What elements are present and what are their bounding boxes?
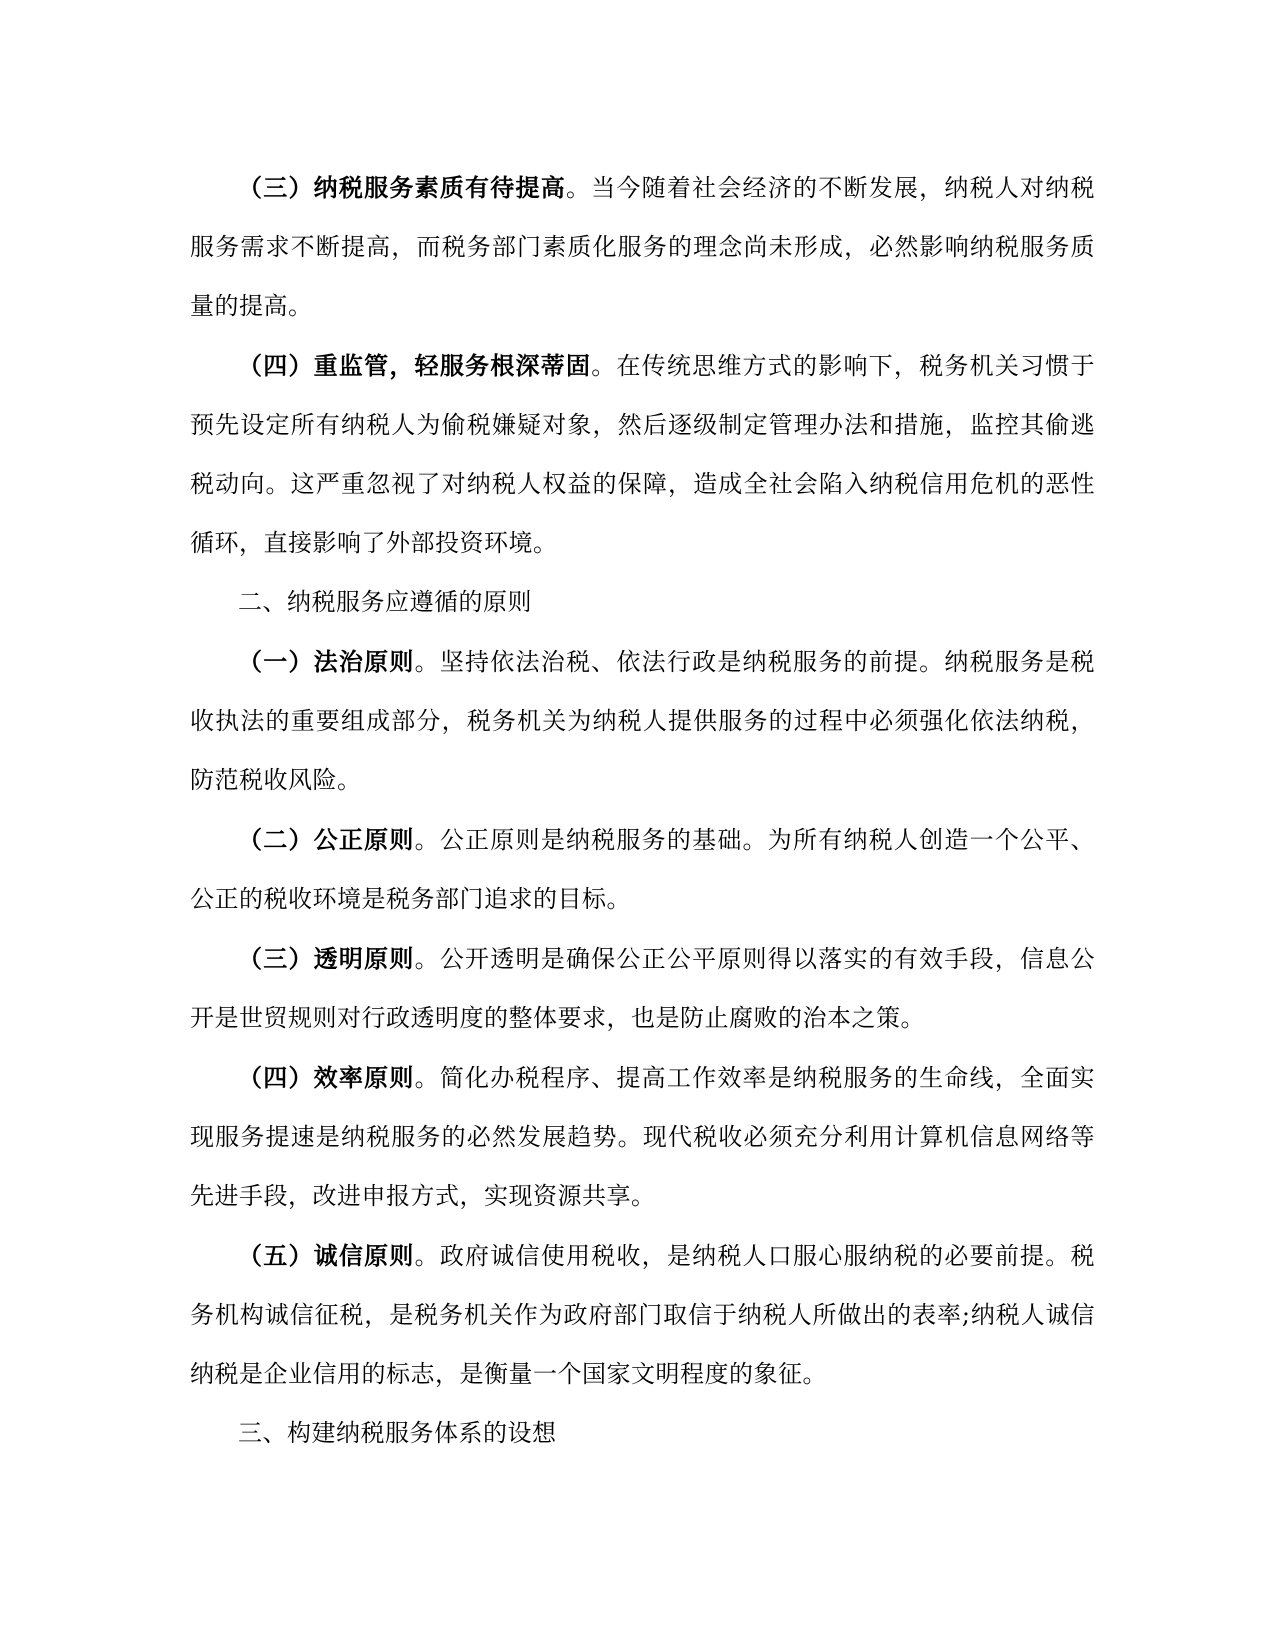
paragraph-supervision <box>190 336 1095 573</box>
paragraph-integrity <box>190 1226 1095 1404</box>
paragraph-text: 。公开透明是确保公正公平原则得以落实的有效手段，信息公开是世贸规则对行政透明度的整体要求，也是防止腐败的治本之策。 <box>190 945 1096 1032</box>
paragraph-heading: （一）法治原则 <box>238 647 415 676</box>
paragraph-heading: （五）诚信原则 <box>238 1241 415 1270</box>
section-heading-principles: 二、纳税服务应遵循的原则 <box>238 588 532 616</box>
paragraph-text: 。坚持依法治税、依法行政是纳税服务的前提。纳税服务是税收执法的重要组成部分，税务机关为纳税人提供服务的过程中必须强化依法纳税，防范税收风险。 <box>190 648 1096 794</box>
paragraph-text: 。简化办税程序、提高工作效率是纳税服务的生命线，全面实现服务提速是纳税服务的必然发展趋势。现代税收必须充分利用计算机信息网络等先进手段，改进申报方式，实现资源共享。 <box>190 1064 1096 1210</box>
paragraph-heading: （四）效率原则 <box>238 1063 415 1092</box>
paragraph-efficiency <box>190 1048 1095 1226</box>
paragraph-service-quality <box>190 158 1095 336</box>
paragraph-text: 。当今随着社会经济的不断发展，纳税人对纳税服务需求不断提高，而税务部门素质化服务的理念尚未形成，必然影响纳税服务质量的提高。 <box>190 174 1096 320</box>
paragraph-text: 。在传统思维方式的影响下，税务机关习惯于预先设定所有纳税人为偷税嫌疑对象，然后逐级制定管理办法和措施，监控其偷逃税动向。这严重忽视了对纳税人权益的保障，造成全社会陷入纳税信用危机的恶性循环，直接影响了外部投资环境。 <box>190 352 1096 557</box>
document-body <box>190 158 1095 1463</box>
paragraph-text: 。政府诚信使用税收，是纳税人口服心服纳税的必要前提。税务机构诚信征税，是税务机关作为政府部门取信于纳税人所做出的表率;纳税人诚信纳税是企业信用的标志，是衡量一个国家文明程度的象征。 <box>190 1242 1096 1388</box>
paragraph-transparency <box>190 929 1095 1048</box>
paragraph-fairness <box>190 810 1095 929</box>
paragraph-heading: （四）重监管，轻服务根深蒂固 <box>238 351 592 380</box>
paragraph-heading: （二）公正原则 <box>238 825 415 854</box>
section-heading-system: 三、构建纳税服务体系的设想 <box>238 1419 557 1447</box>
paragraph-heading: （三）透明原则 <box>238 944 415 973</box>
paragraph-rule-of-law <box>190 632 1095 810</box>
paragraph-text: 。公正原则是纳税服务的基础。为所有纳税人创造一个公平、公正的税收环境是税务部门追求的目标。 <box>190 826 1096 913</box>
paragraph-heading: （三）纳税服务素质有待提高 <box>238 173 566 202</box>
